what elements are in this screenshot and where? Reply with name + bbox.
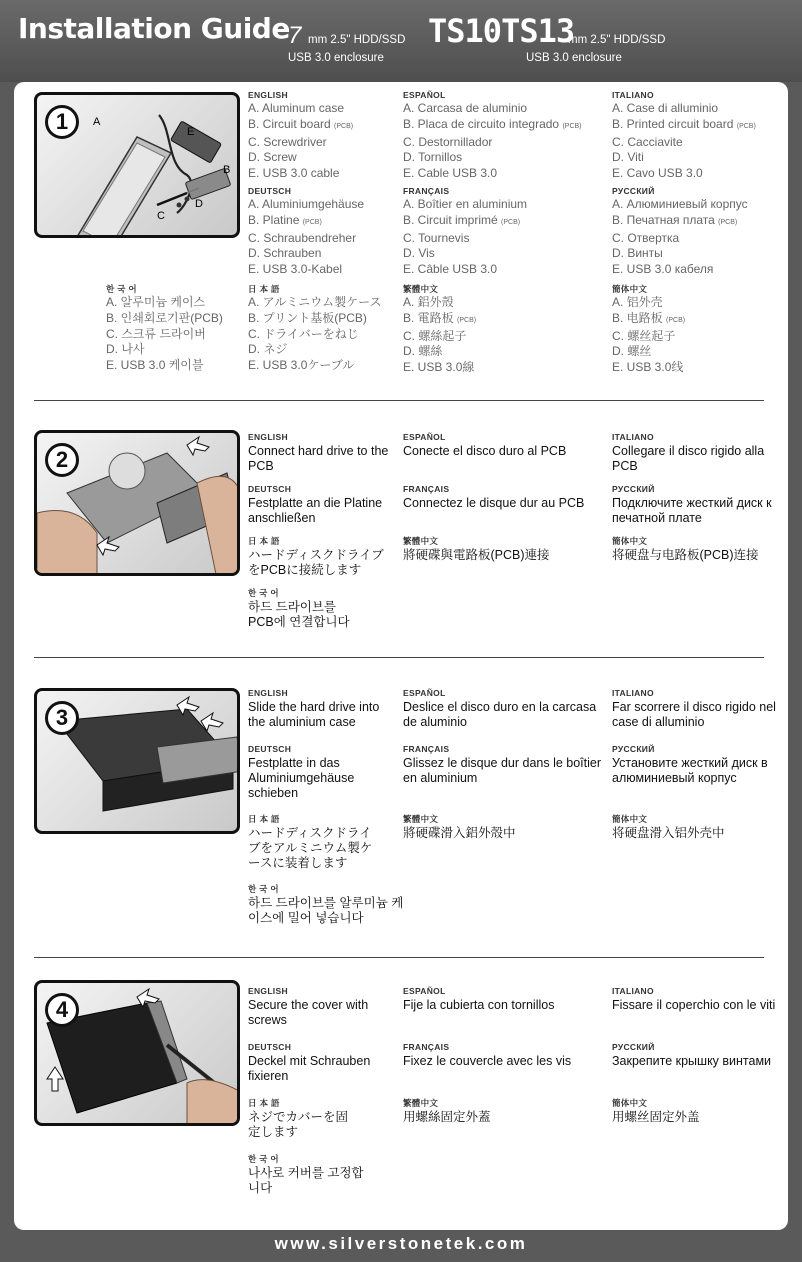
step4-italiano — [612, 986, 788, 1013]
step2-photo — [34, 430, 240, 576]
step2-trad-chinese — [403, 536, 608, 563]
part-b: B. Printed circuit board (PCB) — [612, 116, 756, 131]
lang-label: 簡体中文 — [612, 536, 648, 546]
lang-label: ITALIANO — [612, 986, 654, 996]
part-b: B. Placa de circuito integrado (PCB) — [403, 116, 582, 131]
lang-label: 한 국 어 — [106, 284, 137, 294]
instruction-text: Fissare il coperchio con le viti — [612, 998, 776, 1012]
lang-label: 繁體中文 — [403, 284, 439, 294]
lang-label: ITALIANO — [612, 688, 654, 698]
lang-label: ITALIANO — [612, 90, 654, 100]
label-d: D — [195, 198, 203, 210]
step4-number: 4 — [45, 993, 79, 1027]
lang-label: 日 本 語 — [248, 814, 280, 824]
instruction-text: Подключите жесткий диск к печатной плате — [612, 496, 772, 525]
step2-francais — [403, 484, 608, 511]
step3-francais — [403, 744, 608, 786]
step2-italiano — [612, 432, 788, 474]
lang-label: 日 本 語 — [248, 536, 280, 546]
step1-trad-chinese — [403, 284, 608, 376]
step1-italiano — [612, 90, 788, 182]
lang-label: FRANÇAIS — [403, 484, 450, 494]
step2-russian — [612, 484, 788, 526]
part-b: B. プリント基板(PCB) — [248, 310, 367, 325]
step2-number: 2 — [45, 443, 79, 477]
lang-label: ENGLISH — [248, 986, 288, 996]
step3-korean — [248, 884, 404, 926]
step1-english — [248, 90, 403, 182]
part-a: A. Carcasa de aluminio — [403, 101, 528, 115]
part-c: C. 螺丝起子 — [612, 328, 676, 343]
instruction-text: 将硬盘与电路板(PCB)连接 — [612, 548, 759, 562]
lang-label: ESPAÑOL — [403, 432, 446, 442]
lang-label: 簡体中文 — [612, 814, 648, 824]
instruction-text: Festplatte an die Platine anschließen — [248, 496, 383, 525]
instruction-text: Fixez le couvercle avec les vis — [403, 1054, 572, 1068]
instruction-text: Conecte el disco duro al PCB — [403, 444, 567, 458]
step4-espanol — [403, 986, 608, 1013]
divider — [34, 957, 764, 958]
lang-label: 繁體中文 — [403, 814, 439, 824]
step2-japanese — [248, 536, 388, 578]
step3-photo — [34, 688, 240, 834]
instruction-text: Deckel mit Schrauben fixieren — [248, 1054, 371, 1083]
lang-label: FRANÇAIS — [403, 186, 450, 196]
part-d: D. 螺絲 — [403, 344, 443, 359]
step1-photo — [34, 92, 240, 238]
part-a: A. Aluminiumgehäuse — [248, 197, 365, 211]
size-digit: 7 — [288, 22, 302, 49]
lang-label: 한 국 어 — [248, 884, 279, 894]
part-a: A. Aluminum case — [248, 101, 345, 115]
part-c: C. Отвертка — [612, 230, 680, 245]
step4-russian — [612, 1042, 788, 1069]
part-d: D. Винты — [612, 246, 663, 261]
lang-label: ESPAÑOL — [403, 688, 446, 698]
part-e: E. USB 3.0-Kabel — [248, 262, 343, 277]
step2-espanol — [403, 432, 608, 459]
instruction-text: Fije la cubierta con tornillos — [403, 998, 555, 1012]
step2-deutsch — [248, 484, 400, 526]
step2-korean — [248, 588, 360, 630]
instruction-text: 用螺丝固定外盖 — [612, 1110, 700, 1124]
guide-title: Installation Guide — [18, 12, 290, 45]
lang-label: ENGLISH — [248, 432, 288, 442]
header-bar — [0, 0, 802, 82]
part-b: B. Platine (PCB) — [248, 212, 322, 227]
instruction-text: 하드 드라이브를 알루미늄 케이스에 밀어 넣습니다 — [248, 896, 404, 925]
step1-japanese — [248, 284, 403, 374]
step4-korean — [248, 1154, 368, 1196]
part-e: E. USB 3.0 케이블 — [106, 358, 204, 373]
instruction-text: 用螺絲固定外蓋 — [403, 1110, 491, 1124]
part-d: D. Viti — [612, 150, 644, 165]
step3-japanese — [248, 814, 380, 871]
step3-russian — [612, 744, 788, 786]
divider — [34, 657, 764, 658]
lang-label: ESPAÑOL — [403, 90, 446, 100]
part-c: C. Destornillador — [403, 134, 493, 149]
divider — [34, 400, 764, 401]
part-d: D. ネジ — [248, 342, 288, 357]
lang-label: ESPAÑOL — [403, 986, 446, 996]
part-c: C. Tournevis — [403, 230, 470, 245]
model-name: TS10TS13 — [428, 12, 575, 50]
lang-label: 繁體中文 — [403, 1098, 439, 1108]
instruction-text: Connectez le disque dur au PCB — [403, 496, 585, 510]
part-a: A. 알루미늄 케이스 — [106, 295, 206, 309]
right-spec: mm 2.5" HDD/SSD — [568, 34, 666, 46]
step4-simp-chinese — [612, 1098, 788, 1125]
lang-label: 日 本 語 — [248, 1098, 280, 1108]
part-a: A. Case di alluminio — [612, 101, 719, 115]
lang-label: 簡体中文 — [612, 1098, 648, 1108]
part-e: E. USB 3.0 кабеля — [612, 262, 714, 277]
lang-label: DEUTSCH — [248, 744, 292, 754]
part-b: B. 電路板 (PCB) — [403, 310, 477, 325]
instruction-text: 나사로 커버를 고정합니다 — [248, 1166, 364, 1195]
part-c: C. 螺絲起子 — [403, 328, 467, 343]
lang-label: FRANÇAIS — [403, 1042, 450, 1052]
instruction-text: 將硬碟與電路板(PCB)連接 — [403, 548, 550, 562]
step4-photo — [34, 980, 240, 1126]
lang-label: РУССКИЙ — [612, 484, 655, 494]
lang-label: ENGLISH — [248, 90, 288, 100]
part-a: A. 铝外壳 — [612, 295, 663, 309]
step1-francais — [403, 186, 608, 278]
part-a: A. Алюминиевый корпус — [612, 197, 748, 211]
part-c: C. 스크류 드라이버 — [106, 326, 206, 341]
part-e: E. Cable USB 3.0 — [403, 166, 498, 181]
right-sub: USB 3.0 enclosure — [526, 52, 622, 64]
part-d: D. 螺丝 — [612, 344, 652, 359]
step1-korean — [106, 284, 246, 374]
part-e: E. USB 3.0线 — [612, 360, 684, 375]
left-sub: USB 3.0 enclosure — [288, 52, 384, 64]
part-c: C. ドライバーをねじ — [248, 326, 359, 341]
instruction-text: ネジでカバーを固定します — [248, 1110, 349, 1139]
part-b: B. Circuit board (PCB) — [248, 116, 354, 131]
part-d: D. 나사 — [106, 342, 145, 357]
instruction-text: 將硬碟滑入鋁外殼中 — [403, 826, 516, 840]
step3-deutsch — [248, 744, 373, 801]
label-c: C — [157, 210, 165, 222]
part-d: D. Schrauben — [248, 246, 322, 261]
part-b: B. Печатная плата (PCB) — [612, 212, 738, 227]
part-a: A. 鋁外殼 — [403, 295, 454, 309]
instruction-text: 하드 드라이브를 PCB에 연결합니다 — [248, 600, 350, 629]
lang-label: DEUTSCH — [248, 1042, 292, 1052]
step3-english — [248, 688, 400, 730]
step3-simp-chinese — [612, 814, 788, 841]
step4-deutsch — [248, 1042, 400, 1084]
step4-francais — [403, 1042, 608, 1069]
instruction-text: Deslice el disco duro en la carcasa de aluminio — [403, 700, 597, 729]
step4-japanese — [248, 1098, 358, 1140]
part-d: D. Screw — [248, 150, 297, 165]
instruction-text: Secure the cover with screws — [248, 998, 369, 1027]
lang-label: ENGLISH — [248, 688, 288, 698]
step1-number: 1 — [45, 105, 79, 139]
lang-label: РУССКИЙ — [612, 186, 655, 196]
step3-italiano — [612, 688, 788, 730]
instruction-text: Festplatte in das Aluminiumgehäuse schieben — [248, 756, 355, 800]
instruction-text: Collegare il disco rigido alla PCB — [612, 444, 765, 473]
lang-label: 한 국 어 — [248, 1154, 279, 1164]
lang-label: DEUTSCH — [248, 484, 292, 494]
lang-label: 한 국 어 — [248, 588, 279, 598]
instruction-text: Far scorrere il disco rigido nel case di alluminio — [612, 700, 776, 729]
step2-english — [248, 432, 400, 474]
part-a: A. アルミニウム製ケース — [248, 295, 382, 309]
label-b: B — [223, 164, 231, 176]
label-e: E — [187, 126, 195, 138]
step3-espanol — [403, 688, 608, 730]
lang-label: ITALIANO — [612, 432, 654, 442]
part-e: E. Câble USB 3.0 — [403, 262, 498, 277]
part-d: D. Vis — [403, 246, 435, 261]
part-e: E. USB 3.0ケーブル — [248, 358, 355, 373]
step1-deutsch — [248, 186, 403, 278]
part-c: C. Screwdriver — [248, 134, 327, 149]
instruction-text: 将硬盘滑入铝外壳中 — [612, 826, 725, 840]
step1-espanol — [403, 90, 608, 182]
lang-label: РУССКИЙ — [612, 744, 655, 754]
lang-label: 日 本 語 — [248, 284, 280, 294]
step1-simp-chinese — [612, 284, 788, 376]
step3-number: 3 — [45, 701, 79, 735]
step4-trad-chinese — [403, 1098, 608, 1125]
step2-simp-chinese — [612, 536, 788, 563]
part-e: E. Cavo USB 3.0 — [612, 166, 703, 181]
lang-label: FRANÇAIS — [403, 744, 450, 754]
part-a: A. Boîtier en aluminium — [403, 197, 528, 211]
part-e: E. USB 3.0線 — [403, 360, 475, 375]
part-b: B. Circuit imprimé (PCB) — [403, 212, 521, 227]
lang-label: DEUTSCH — [248, 186, 292, 196]
part-c: C. Cacciavite — [612, 134, 683, 149]
step3-trad-chinese — [403, 814, 608, 841]
label-a: A — [93, 116, 101, 128]
instruction-text: ハードディスクドライブをPCBに接続します — [248, 548, 384, 577]
part-e: E. USB 3.0 cable — [248, 166, 340, 181]
part-b: B. 电路板 (PCB) — [612, 310, 686, 325]
step4-english — [248, 986, 388, 1028]
instruction-text: Установите жесткий диск в алюминиевый корпус — [612, 756, 768, 785]
step1-russian — [612, 186, 788, 278]
lang-label: 繁體中文 — [403, 536, 439, 546]
left-spec: mm 2.5" HDD/SSD — [308, 34, 406, 46]
part-d: D. Tornillos — [403, 150, 463, 165]
instruction-text: Connect hard drive to the PCB — [248, 444, 389, 473]
lang-label: РУССКИЙ — [612, 1042, 655, 1052]
part-b: B. 인쇄회로기판(PCB) — [106, 310, 223, 325]
instruction-text: Slide the hard drive into the aluminium case — [248, 700, 380, 729]
instruction-text: ハードディスクドライブをアルミニウム製ケースに装着します — [248, 826, 373, 870]
instruction-text: Закрепите крышку винтами — [612, 1054, 772, 1068]
lang-label: 簡体中文 — [612, 284, 648, 294]
instruction-text: Glissez le disque dur dans le boîtier en aluminium — [403, 756, 602, 785]
part-c: C. Schraubendreher — [248, 230, 357, 245]
website-url[interactable]: www.silverstonetek.com — [274, 1234, 528, 1253]
